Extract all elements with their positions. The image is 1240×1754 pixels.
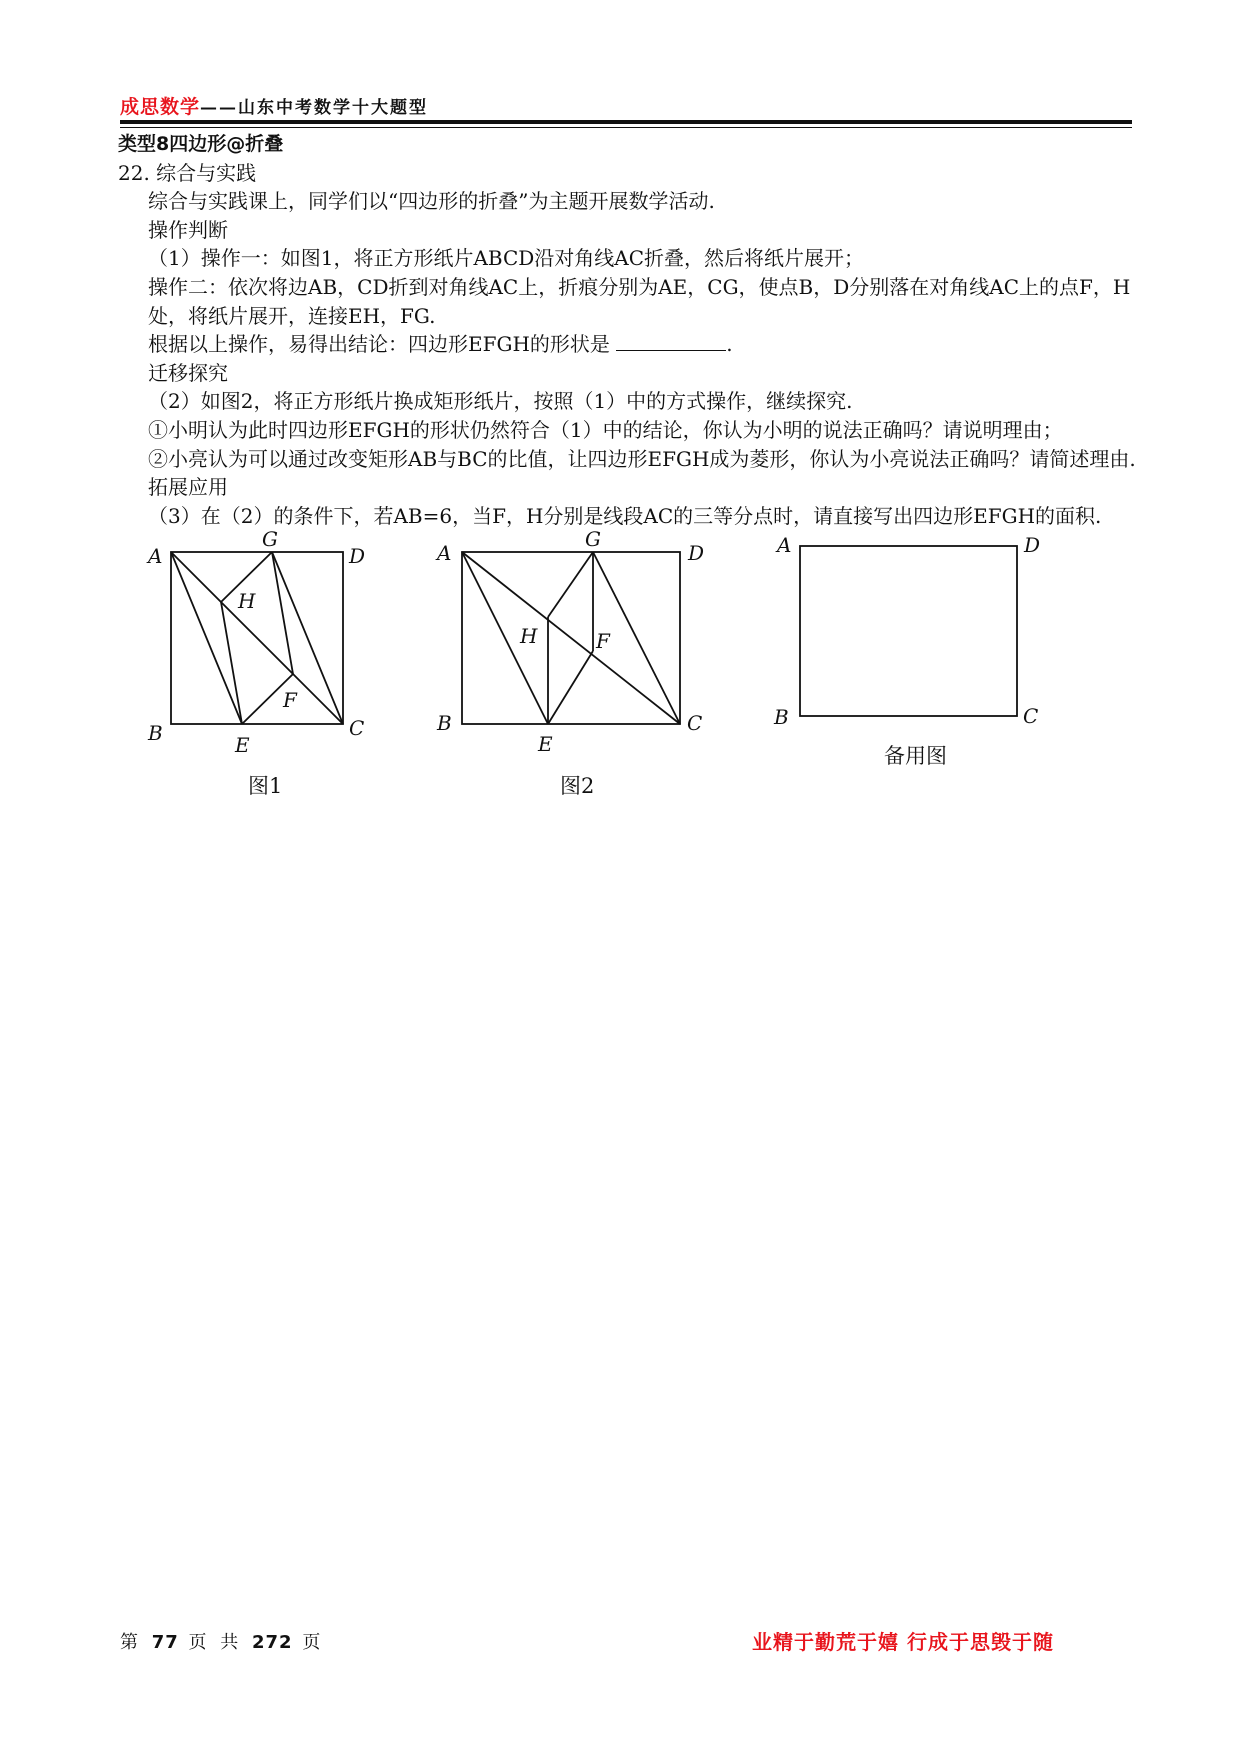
fig1-label-f: F: [283, 688, 297, 712]
question-two: ②小亮认为可以通过改变矩形AB与BC的比值，让四边形EFGH成为菱形，你认为小亮说法正确吗？请简述理由.: [148, 446, 1136, 471]
fig2-label-f: F: [596, 629, 610, 653]
operation-two-line1: 操作二：依次将边AB，CD折到对角线AC上，折痕分别为AE，CG，使点B，D分别落在对角线AC上的点F，H: [148, 274, 1131, 299]
header-subtitle: ——山东中考数学十大题型: [200, 98, 428, 118]
fig1-label-e: E: [235, 733, 250, 757]
fig1-label-h: H: [238, 589, 256, 613]
section-title: 类型8四边形@折叠: [118, 133, 284, 155]
fig2-label-d: D: [688, 541, 705, 565]
footer-motto: 业精于勤荒于嬉 行成于思毁于随: [752, 1630, 1054, 1654]
fig1-label-d: D: [349, 544, 366, 568]
fig1-label-b: B: [148, 721, 163, 745]
page-prefix: 第: [120, 1632, 142, 1653]
page-total: 272: [252, 1632, 293, 1653]
conclusion-prefix: 根据以上操作，易得出结论：四边形EFGH的形状是: [148, 332, 610, 357]
brand-logo-text: 成思数学: [120, 96, 201, 118]
fig2-label-g: G: [585, 527, 601, 551]
operation-two-line2: 处，将纸片展开，连接EH，FG.: [148, 303, 436, 328]
page-suffix: 页: [302, 1632, 325, 1653]
figure-2-caption: 图2: [560, 774, 595, 798]
question-one: ①小明认为此时四边形EFGH的形状仍然符合（1）中的结论，你认为小明的说法正确吗？请说明理由；: [148, 417, 1063, 442]
figure-3-caption: 备用图: [884, 744, 947, 768]
fig2-diagonal-ac: [462, 552, 680, 724]
figure-1-caption: 图1: [248, 774, 283, 798]
fig2-label-e: E: [538, 732, 553, 756]
problem-topic: 综合与实践: [156, 160, 257, 185]
fig1-crease-ae: [171, 552, 242, 724]
part-two: （2）如图2，将正方形纸片换成矩形纸片，按照（1）中的方式操作，继续探究.: [148, 389, 853, 414]
fig2-segment-ef: [548, 651, 593, 724]
fig3-label-b: B: [774, 705, 789, 729]
fig2-label-b: B: [437, 711, 452, 735]
fig3-label-a: A: [777, 533, 792, 557]
fig2-segment-hg: [548, 552, 593, 617]
operation-one: （1）操作一：如图1，将正方形纸片ABCD沿对角线AC折叠，然后将纸片展开；: [148, 246, 865, 271]
fig3-rectangle: [800, 546, 1017, 716]
page-current: 77: [151, 1632, 179, 1653]
fig1-diagonal-ac: [171, 552, 343, 724]
part-three: （3）在（2）的条件下，若AB=6，当F，H分别是线段AC的三等分点时，请直接写出四边形EFGH的面积.: [148, 503, 1102, 528]
fig1-label-g: G: [262, 527, 278, 551]
problem-number: 22.: [118, 160, 150, 185]
conclusion-suffix: .: [726, 332, 733, 357]
problem-intro: 综合与实践课上，同学们以“四边形的折叠”为主题开展数学活动.: [148, 189, 715, 214]
fig2-label-h: H: [520, 624, 538, 648]
fig2-label-c: C: [687, 711, 703, 735]
page-mid: 页 共: [188, 1632, 243, 1653]
fig1-label-a: A: [148, 544, 163, 568]
fig2-label-a: A: [437, 541, 452, 565]
heading-extension: 拓展应用: [148, 475, 228, 500]
heading-operation: 操作判断: [148, 217, 228, 242]
fig3-label-c: C: [1023, 704, 1039, 728]
page-number: [120, 1628, 324, 1654]
fig3-label-d: D: [1024, 533, 1041, 557]
heading-transfer: 迁移探究: [148, 360, 228, 385]
fig1-label-c: C: [349, 716, 365, 740]
